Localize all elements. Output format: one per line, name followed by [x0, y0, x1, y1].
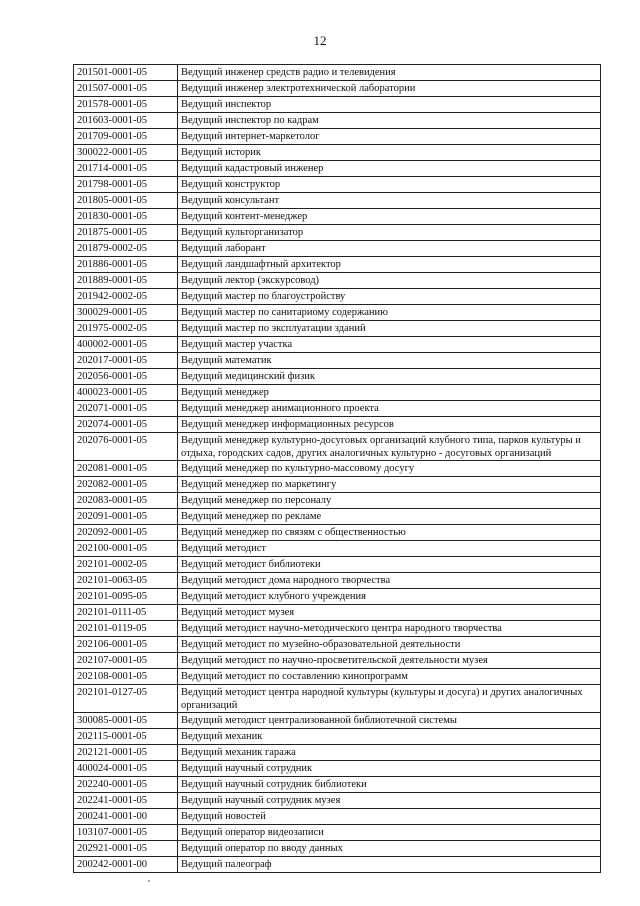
- title-cell: Ведущий механик: [178, 729, 601, 745]
- table-row: [74, 477, 601, 493]
- code-cell: 201714-0001-05: [74, 161, 178, 177]
- title-cell: Ведущий мастер участка: [178, 337, 601, 353]
- code-cell: 202092-0001-05: [74, 525, 178, 541]
- title-cell: Ведущий инженер средств радио и телевидения: [178, 65, 601, 81]
- code-cell: 202082-0001-05: [74, 477, 178, 493]
- table-row: [74, 669, 601, 685]
- title-cell: Ведущий методист дома народного творчества: [178, 573, 601, 589]
- code-cell: 201875-0001-05: [74, 225, 178, 241]
- code-cell: 202071-0001-05: [74, 401, 178, 417]
- title-cell: Ведущий историк: [178, 145, 601, 161]
- code-cell: 202115-0001-05: [74, 729, 178, 745]
- title-cell: Ведущий инспектор: [178, 97, 601, 113]
- table-body: [74, 65, 601, 873]
- table-row: [74, 225, 601, 241]
- table-row: [74, 793, 601, 809]
- code-cell: 201798-0001-05: [74, 177, 178, 193]
- code-cell: 202083-0001-05: [74, 493, 178, 509]
- title-cell: Ведущий научный сотрудник библиотеки: [178, 777, 601, 793]
- title-cell: Ведущий методист по составлению кинопрограмм: [178, 669, 601, 685]
- code-cell: 202017-0001-05: [74, 353, 178, 369]
- title-cell: Ведущий конструктор: [178, 177, 601, 193]
- table-row: [74, 653, 601, 669]
- table-row: [74, 557, 601, 573]
- code-cell: 202107-0001-05: [74, 653, 178, 669]
- code-cell: 202241-0001-05: [74, 793, 178, 809]
- table-row: [74, 369, 601, 385]
- table-row: [74, 337, 601, 353]
- code-cell: 202091-0001-05: [74, 509, 178, 525]
- table-row: [74, 65, 601, 81]
- code-cell: 202101-0111-05: [74, 605, 178, 621]
- title-cell: Ведущий менеджер по маркетингу: [178, 477, 601, 493]
- table-row: [74, 493, 601, 509]
- code-cell: 201709-0001-05: [74, 129, 178, 145]
- code-cell: 103107-0001-05: [74, 825, 178, 841]
- title-cell: Ведущий контент-менеджер: [178, 209, 601, 225]
- page-number: 12: [313, 33, 327, 48]
- title-cell: Ведущий мастер по санитариому содержанию: [178, 305, 601, 321]
- code-cell: 202106-0001-05: [74, 637, 178, 653]
- table-row: [74, 145, 601, 161]
- title-cell: Ведущий менеджер по связям с общественностью: [178, 525, 601, 541]
- table-row: [74, 113, 601, 129]
- title-cell: Ведущий медицинский физик: [178, 369, 601, 385]
- title-cell: Ведущий методист научно-методического центра народного творчества: [178, 621, 601, 637]
- code-cell: 202076-0001-05: [74, 433, 178, 461]
- title-cell: Ведущий менеджер информационных ресурсов: [178, 417, 601, 433]
- code-cell: 201879-0002-05: [74, 241, 178, 257]
- table-row: [74, 461, 601, 477]
- table-row: [74, 81, 601, 97]
- code-cell: 202101-0063-05: [74, 573, 178, 589]
- title-cell: Ведущий ландшафтный архитектор: [178, 257, 601, 273]
- code-cell: 202101-0127-05: [74, 685, 178, 713]
- table-row: [74, 621, 601, 637]
- title-cell: Ведущий мастер по эксплуатации зданий: [178, 321, 601, 337]
- code-cell: 400024-0001-05: [74, 761, 178, 777]
- title-cell: Ведущий научный сотрудник: [178, 761, 601, 777]
- scan-artifact-dot: [148, 880, 150, 882]
- title-cell: Ведущий инспектор по кадрам: [178, 113, 601, 129]
- code-cell: 400023-0001-05: [74, 385, 178, 401]
- title-cell: Ведущий методист: [178, 541, 601, 557]
- code-cell: 202101-0095-05: [74, 589, 178, 605]
- title-cell: Ведущий мастер по благоустройству: [178, 289, 601, 305]
- code-cell: 202074-0001-05: [74, 417, 178, 433]
- table-row: [74, 589, 601, 605]
- title-cell: Ведущий лектор (экскурсовод): [178, 273, 601, 289]
- table-row: [74, 841, 601, 857]
- title-cell: Ведущий интернет-маркетолог: [178, 129, 601, 145]
- title-cell: Ведущий методист клубного учреждения: [178, 589, 601, 605]
- title-cell: Ведущий научный сотрудник музея: [178, 793, 601, 809]
- code-cell: 202240-0001-05: [74, 777, 178, 793]
- code-cell: 202101-0002-05: [74, 557, 178, 573]
- code-cell: 300022-0001-05: [74, 145, 178, 161]
- code-cell: 201830-0001-05: [74, 209, 178, 225]
- table-row: [74, 353, 601, 369]
- title-cell: Ведущий методист центра народной культуры (культуры и досуга) и других аналогичных организаций: [178, 685, 601, 713]
- code-cell: 202108-0001-05: [74, 669, 178, 685]
- title-cell: Ведущий менеджер культурно-досуговых организаций клубного типа, парков культуры и отдыха, городских садов, других аналогичных культурно - досуговых организаций: [178, 433, 601, 461]
- code-cell: 202921-0001-05: [74, 841, 178, 857]
- code-cell: 202081-0001-05: [74, 461, 178, 477]
- table-row: [74, 97, 601, 113]
- code-cell: 400002-0001-05: [74, 337, 178, 353]
- code-cell: 201886-0001-05: [74, 257, 178, 273]
- table-row: [74, 573, 601, 589]
- table-row: [74, 417, 601, 433]
- title-cell: Ведущий менеджер анимационного проекта: [178, 401, 601, 417]
- title-cell: Ведущий менеджер по персоналу: [178, 493, 601, 509]
- title-cell: Ведущий механик гаража: [178, 745, 601, 761]
- title-cell: Ведущий новостей: [178, 809, 601, 825]
- table-row: [74, 777, 601, 793]
- table-row: [74, 685, 601, 713]
- table-row: [74, 713, 601, 729]
- code-cell: 201805-0001-05: [74, 193, 178, 209]
- code-cell: 201507-0001-05: [74, 81, 178, 97]
- table-row: [74, 525, 601, 541]
- title-cell: Ведущий математик: [178, 353, 601, 369]
- title-cell: Ведущий методист централизованной библиотечной системы: [178, 713, 601, 729]
- table-row: [74, 305, 601, 321]
- table-row: [74, 209, 601, 225]
- code-cell: 202056-0001-05: [74, 369, 178, 385]
- code-cell: 300029-0001-05: [74, 305, 178, 321]
- code-cell: 201975-0002-05: [74, 321, 178, 337]
- table-row: [74, 241, 601, 257]
- code-cell: 201603-0001-05: [74, 113, 178, 129]
- title-cell: Ведущий менеджер по рекламе: [178, 509, 601, 525]
- code-cell: 202101-0119-05: [74, 621, 178, 637]
- table-row: [74, 761, 601, 777]
- code-cell: 201889-0001-05: [74, 273, 178, 289]
- title-cell: Ведущий лаборант: [178, 241, 601, 257]
- title-cell: Ведущий методист по научно-просветительской деятельности музея: [178, 653, 601, 669]
- title-cell: Ведущий инженер электротехнической лаборатории: [178, 81, 601, 97]
- title-cell: Ведущий методист библиотеки: [178, 557, 601, 573]
- title-cell: Ведущий культорганизатор: [178, 225, 601, 241]
- table-row: [74, 541, 601, 557]
- code-cell: 202100-0001-05: [74, 541, 178, 557]
- table-row: [74, 637, 601, 653]
- title-cell: Ведущий консультант: [178, 193, 601, 209]
- table-row: [74, 321, 601, 337]
- table-row: [74, 257, 601, 273]
- table-row: [74, 605, 601, 621]
- table-row: [74, 745, 601, 761]
- table-row: [74, 177, 601, 193]
- title-cell: Ведущий палеограф: [178, 857, 601, 873]
- title-cell: Ведущий менеджер по культурно-массовому досугу: [178, 461, 601, 477]
- title-cell: Ведущий методист по музейно-образовательной деятельности: [178, 637, 601, 653]
- table-row: [74, 509, 601, 525]
- table-row: [74, 289, 601, 305]
- title-cell: Ведущий оператор видеозаписи: [178, 825, 601, 841]
- table-row: [74, 193, 601, 209]
- code-cell: 300085-0001-05: [74, 713, 178, 729]
- table-row: [74, 729, 601, 745]
- table-row: [74, 129, 601, 145]
- table-row: [74, 385, 601, 401]
- title-cell: Ведущий оператор по вводу данных: [178, 841, 601, 857]
- code-cell: 201501-0001-05: [74, 65, 178, 81]
- code-cell: 201578-0001-05: [74, 97, 178, 113]
- table-row: [74, 825, 601, 841]
- title-cell: Ведущий менеджер: [178, 385, 601, 401]
- profession-code-table: [73, 64, 601, 873]
- table-row: [74, 401, 601, 417]
- title-cell: Ведущий методист музея: [178, 605, 601, 621]
- table-row: [74, 433, 601, 461]
- table-row: [74, 809, 601, 825]
- table-row: [74, 161, 601, 177]
- code-cell: 202121-0001-05: [74, 745, 178, 761]
- table-row: [74, 857, 601, 873]
- title-cell: Ведущий кадастровый инженер: [178, 161, 601, 177]
- code-cell: 200242-0001-00: [74, 857, 178, 873]
- code-cell: 201942-0002-05: [74, 289, 178, 305]
- table-row: [74, 273, 601, 289]
- code-cell: 200241-0001-00: [74, 809, 178, 825]
